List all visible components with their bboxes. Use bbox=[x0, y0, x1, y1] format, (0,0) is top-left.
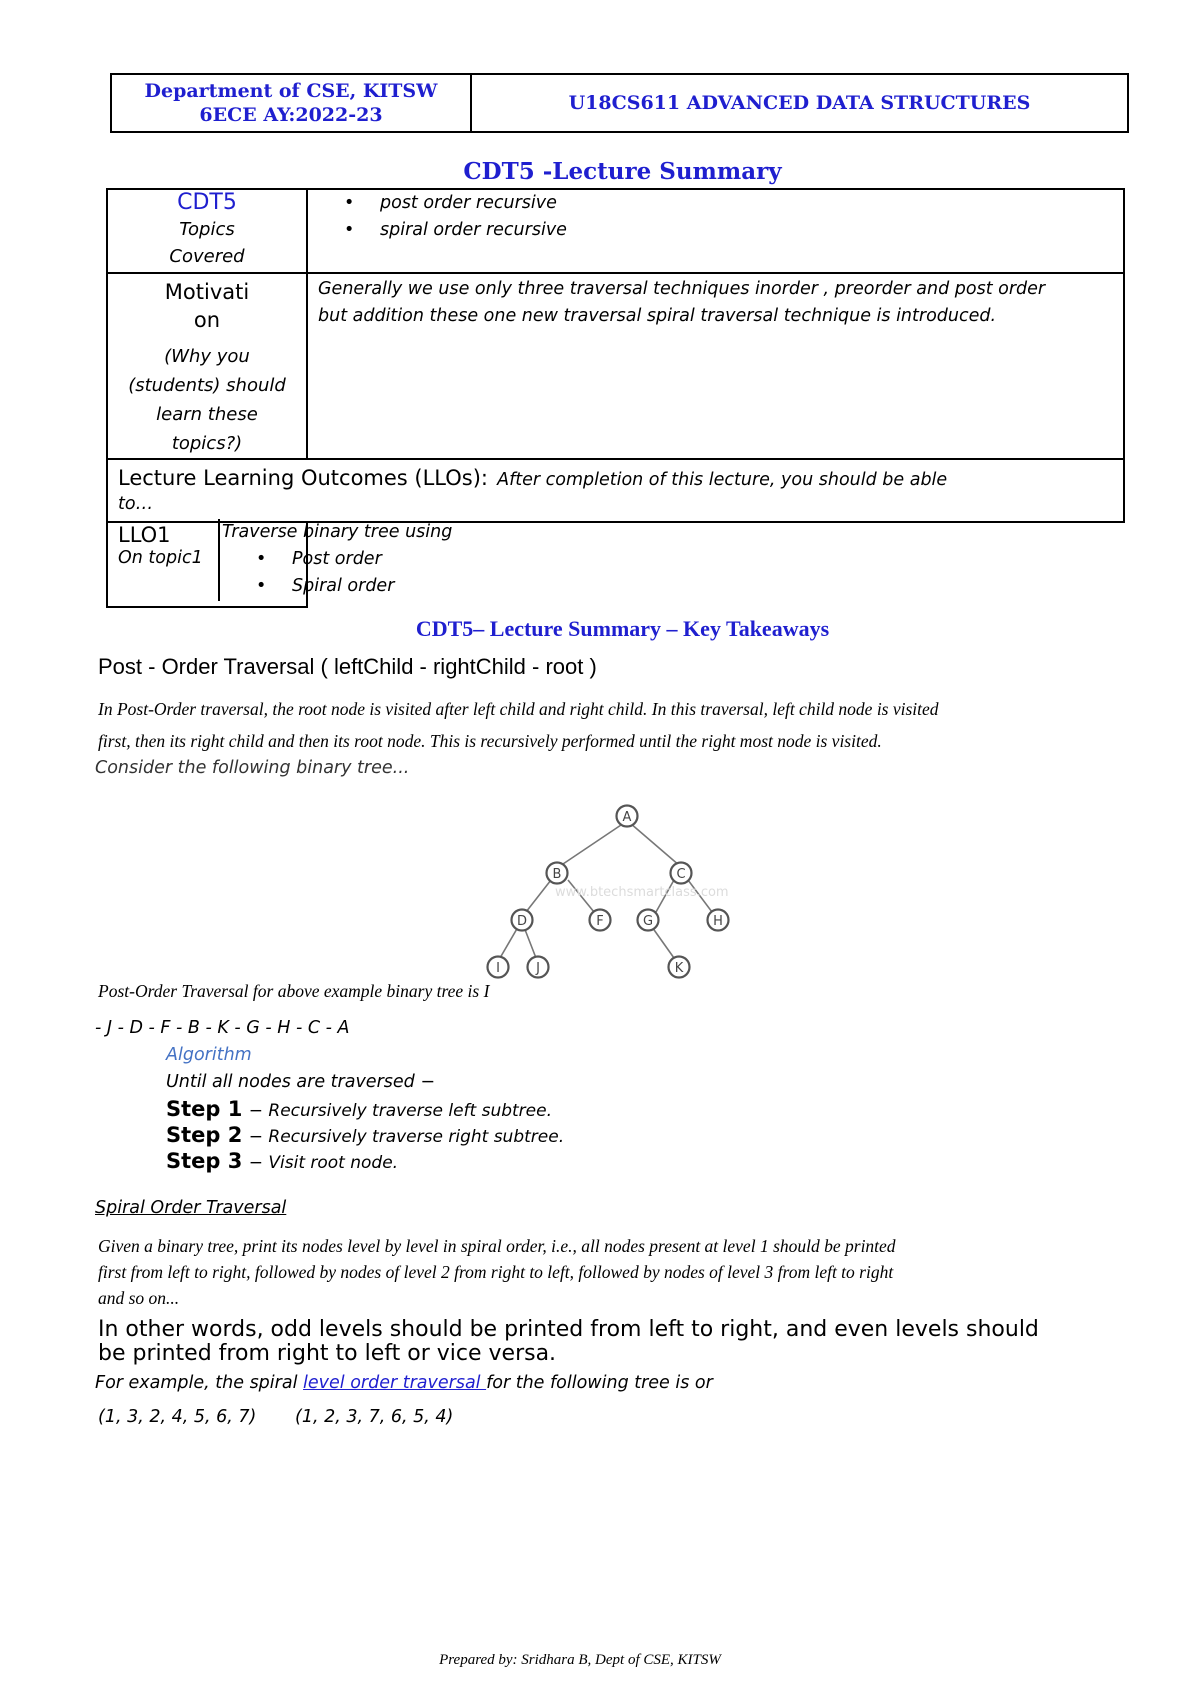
postorder-heading: Post - Order Traversal ( leftChild - rightChild - root ) bbox=[98, 654, 597, 679]
llo1-content-cell bbox=[218, 519, 1125, 601]
algorithm-steps bbox=[166, 1097, 564, 1175]
algorithm-step: Step 2 − Recursively traverse right subtree. bbox=[166, 1123, 565, 1147]
motivation-sub-line1: (Why you bbox=[164, 346, 250, 367]
department-name: Department of CSE, KITSW bbox=[144, 80, 438, 102]
motivation-text-line1: Generally we use only three traversal techniques inorder , preorder and post order bbox=[318, 279, 1046, 299]
svg-text:G: G bbox=[642, 914, 654, 929]
tree-node-h bbox=[708, 910, 729, 931]
svg-text:K: K bbox=[674, 961, 684, 976]
motivation-text-line2: but addition these one new traversal spiral traversal technique is introduced. bbox=[318, 306, 997, 326]
svg-text:D: D bbox=[516, 914, 528, 929]
topic-item: • spiral order recursive bbox=[380, 217, 1123, 244]
spiral-bold-text bbox=[98, 1318, 1039, 1366]
department-cell bbox=[112, 75, 472, 131]
tree-node-f bbox=[590, 910, 611, 931]
motivation-label-line2: on bbox=[193, 308, 221, 332]
tree-edge bbox=[526, 880, 551, 912]
svg-text:H: H bbox=[713, 914, 723, 929]
tree-node-j bbox=[528, 957, 549, 978]
tree-edge bbox=[500, 927, 518, 958]
llo1-intro: Traverse binary tree using bbox=[222, 522, 453, 542]
tree-node-b bbox=[547, 863, 568, 884]
llo-heading: Lecture Learning Outcomes (LLOs): bbox=[118, 466, 488, 490]
algorithm-until: Until all nodes are traversed − bbox=[166, 1072, 435, 1092]
algorithm-label: Algorithm bbox=[166, 1045, 252, 1065]
tree-node-a bbox=[617, 806, 638, 827]
algorithm-step: Step 1 − Recursively traverse left subtree. bbox=[166, 1097, 552, 1121]
topics-content-cell bbox=[307, 189, 1124, 273]
spiral-para-line3: and so on... bbox=[98, 1288, 180, 1308]
spiral-bold-line1: In other words, odd levels should be printed from left to right, and even levels should bbox=[98, 1317, 1039, 1342]
spiral-paragraph bbox=[98, 1233, 896, 1311]
svg-text:I: I bbox=[496, 961, 500, 976]
binary-tree-diagram bbox=[470, 800, 750, 985]
tree-edge bbox=[524, 927, 536, 958]
spiral-sequence-2: (1, 2, 3, 7, 6, 5, 4) bbox=[295, 1407, 454, 1427]
motivation-sub-line4: topics?) bbox=[171, 433, 243, 454]
tree-node-g bbox=[638, 910, 659, 931]
topics-label-line1: Topics bbox=[179, 219, 235, 240]
llo1-topic: On topic1 bbox=[118, 548, 203, 568]
postorder-para-line2: first, then its right child and then its root node. This is recursively performed until the right most node is visited. bbox=[98, 731, 882, 751]
tree-edge bbox=[560, 823, 624, 866]
course-title: U18CS611 ADVANCED DATA STRUCTURES bbox=[568, 92, 1031, 114]
page-footer: Prepared by: Sridhara B, Dept of CSE, KITSW bbox=[439, 1652, 721, 1668]
spiral-sequence-1: (1, 3, 2, 4, 5, 6, 7) bbox=[98, 1407, 257, 1427]
consider-text: Consider the following binary tree... bbox=[95, 758, 410, 778]
motivation-sub-line3: learn these bbox=[156, 404, 258, 425]
spiral-heading: Spiral Order Traversal bbox=[95, 1198, 287, 1218]
algorithm-step: Step 3 − Visit root node. bbox=[166, 1149, 399, 1173]
svg-text:C: C bbox=[676, 867, 686, 882]
svg-text:A: A bbox=[622, 810, 632, 825]
topics-list bbox=[308, 190, 1123, 244]
spiral-bold-line2: be printed from right to left or vice versa. bbox=[98, 1341, 557, 1366]
spiral-para-line2: first from left to right, followed by nodes of level 2 from right to left, followed by nodes of level 3 from left to right bbox=[98, 1262, 894, 1282]
spiral-para-line1: Given a binary tree, print its nodes level by level in spiral order, i.e., all nodes present at level 1 should be printed bbox=[98, 1236, 896, 1256]
llo1-code: LLO1 bbox=[118, 523, 171, 547]
tree-edge bbox=[630, 823, 680, 866]
lecture-summary-title: CDT5 -Lecture Summary bbox=[463, 158, 782, 185]
svg-text:B: B bbox=[552, 867, 562, 882]
tree-node-c bbox=[671, 863, 692, 884]
tree-node-d bbox=[512, 910, 533, 931]
key-takeaways-title: CDT5– Lecture Summary – Key Takeaways bbox=[415, 616, 830, 641]
llo1-item: • Post order bbox=[292, 546, 1125, 573]
header-box bbox=[110, 73, 1129, 133]
svg-text:F: F bbox=[596, 914, 604, 929]
tree-watermark: www.btechsmartclass.com bbox=[555, 885, 729, 900]
topics-label-line2: Covered bbox=[169, 246, 245, 267]
topics-row bbox=[107, 189, 1124, 273]
llo-heading-note-line1: After completion of this lecture, you should be able bbox=[497, 470, 948, 490]
tree-edge bbox=[652, 927, 674, 958]
llo-heading-row bbox=[107, 459, 1124, 522]
llo1-item: • Spiral order bbox=[292, 573, 1125, 600]
llo-heading-note-line2: to… bbox=[118, 494, 154, 514]
level-order-traversal-link[interactable]: level order traversal bbox=[303, 1373, 487, 1393]
motivation-label-cell bbox=[107, 273, 307, 459]
tree-node-i bbox=[488, 957, 509, 978]
tree-node-k bbox=[669, 957, 690, 978]
topic-item: • post order recursive bbox=[380, 190, 1123, 217]
llo1-list bbox=[220, 546, 1125, 600]
postorder-result: - J - D - F - B - K - G - H - C - A bbox=[95, 1018, 350, 1038]
postorder-paragraph bbox=[98, 693, 939, 757]
spiral-example: For example, the spiral level order traversal for the following tree is or bbox=[95, 1373, 713, 1393]
academic-year: 6ECE AY:2022-23 bbox=[199, 104, 383, 126]
postorder-result-intro: Post-Order Traversal for above example binary tree is I bbox=[98, 981, 490, 1001]
llo-heading-cell bbox=[107, 459, 1124, 522]
motivation-text-cell bbox=[307, 273, 1124, 459]
motivation-sub-line2: (students) should bbox=[128, 375, 286, 396]
topics-label-cell bbox=[107, 189, 307, 273]
topics-code: CDT5 bbox=[177, 190, 237, 215]
postorder-para-line1: In Post-Order traversal, the root node is visited after left child and right child. In this traversal, left child node is visited bbox=[98, 699, 939, 719]
motivation-label-line1: Motivati bbox=[164, 280, 250, 304]
motivation-row bbox=[107, 273, 1124, 459]
svg-text:J: J bbox=[536, 961, 540, 976]
